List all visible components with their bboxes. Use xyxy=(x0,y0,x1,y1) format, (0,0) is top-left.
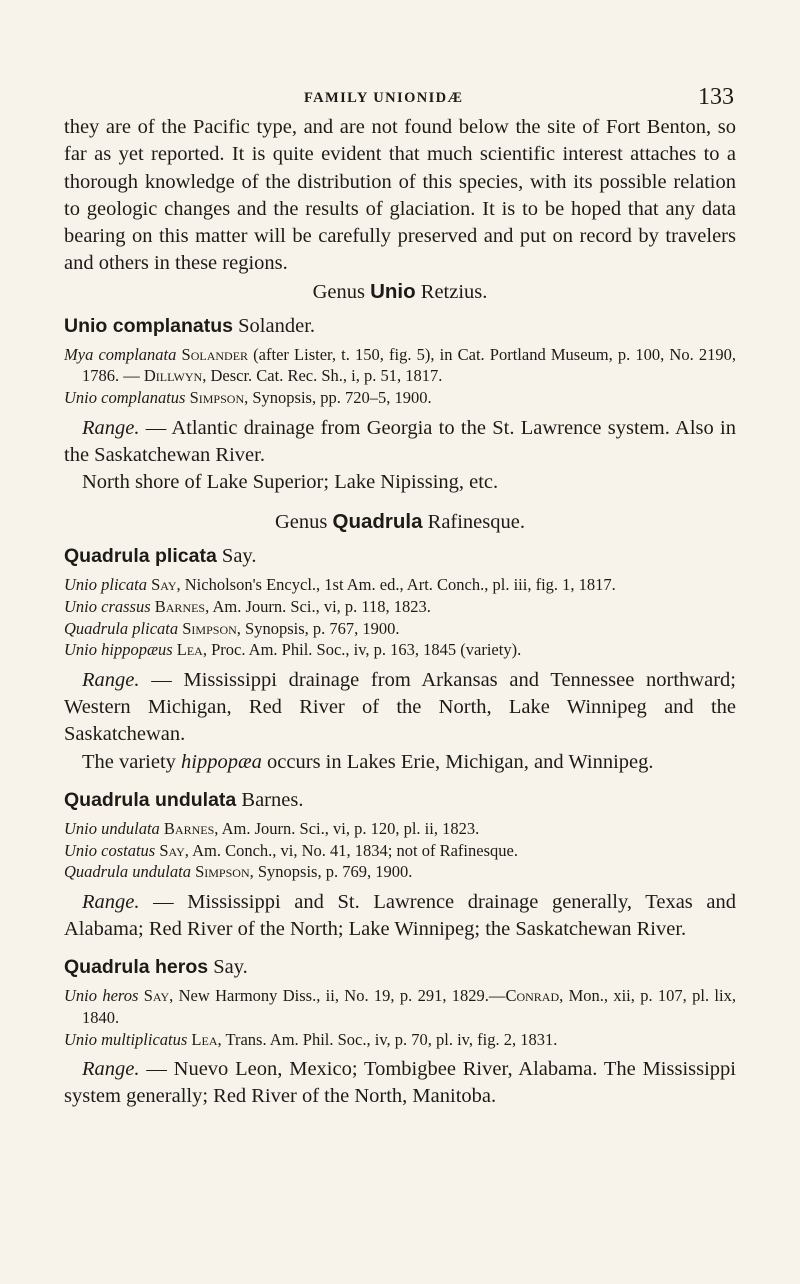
synonymy-entry: Unio costatus Say, Am. Conch., vi, No. 41, 1834; not of Rafinesque. xyxy=(64,840,518,860)
synonymy-entry: Quadrula undulata Simpson, Synopsis, p. 769, 1900. xyxy=(64,862,413,882)
range-paragraph: Range. — Mississippi drainage from Arkansas and Tennessee northward; Western Michigan, Red River of the North, Lake Winnipeg and the Saskatchewan. xyxy=(64,668,736,746)
species-heading-quadrula-heros: Quadrula heros Say. xyxy=(64,956,248,979)
genus-heading-unio: Genus Unio Retzius. xyxy=(312,279,488,303)
range-paragraph: Range. — Mississippi and St. Lawrence drainage generally, Texas and Alabama; Red River of the North; Lake Winnipeg; the Saskatchewan River. xyxy=(64,890,736,941)
species-heading-quadrula-undulata: Quadrula undulata Barnes. xyxy=(64,789,304,812)
range-paragraph: Range. — Atlantic drainage from Georgia to the St. Lawrence system. Also in the Saskatchewan River. xyxy=(64,416,736,466)
page-header xyxy=(64,84,736,114)
synonymy-entry: Unio undulata Barnes, Am. Journ. Sci., vi, p. 120, pl. ii, 1823. xyxy=(64,819,480,839)
book-page xyxy=(64,84,736,1111)
synonymy-entry: Unio hippopæus Lea, Proc. Am. Phil. Soc., iv, p. 163, 1845 (variety). xyxy=(64,640,522,660)
synonymy-entry: Mya complanata Solander (after Lister, t. 150, fig. 5), in Cat. Portland Museum, p. 100, No. 2190, 1786. — Dillwyn, Descr. Cat. Rec. Sh., i, p. 51, 1817. xyxy=(64,344,736,386)
synonymy-entry: Unio crassus Barnes, Am. Journ. Sci., vi, p. 118, 1823. xyxy=(64,597,431,617)
synonymy-entry: Unio complanatus Simpson, Synopsis, pp. 720–5, 1900. xyxy=(64,387,432,407)
species-heading-quadrula-plicata: Quadrula plicata Say. xyxy=(64,545,257,568)
synonymy-entry: Unio multiplicatus Lea, Trans. Am. Phil. Soc., iv, p. 70, pl. iv, fig. 2, 1831. xyxy=(64,1029,558,1049)
running-title: FAMILY UNIONIDÆ xyxy=(304,90,464,106)
synonymy-entry: Quadrula plicata Simpson, Synopsis, p. 767, 1900. xyxy=(64,618,400,638)
synonymy-entry: Unio plicata Say, Nicholson's Encycl., 1st Am. ed., Art. Conch., pl. iii, fig. 1, 1817. xyxy=(64,575,616,595)
synonymy-entry: Unio heros Say, New Harmony Diss., ii, No. 19, p. 291, 1829.—Conrad, Mon., xii, p. 107, pl. lix, 1840. xyxy=(64,986,736,1027)
range-paragraph: Range. — Nuevo Leon, Mexico; Tombigbee River, Alabama. The Mississippi system generally; Red River of the North, Manitoba. xyxy=(64,1058,736,1108)
page-number: 133 xyxy=(698,84,734,110)
range-paragraph-continued: North shore of Lake Superior; Lake Nipissing, etc. xyxy=(82,471,499,494)
species-heading-unio-complanatus: Unio complanatus Solander. xyxy=(64,314,316,337)
genus-heading-quadrula: Genus Quadrula Rafinesque. xyxy=(275,510,525,534)
intro-paragraph: they are of the Pacific type, and are not found below the site of Fort Benton, so far as yet reported. It is quite evident that much scientific interest attaches to a thorough knowledge of the distribution of this species, with its possible relation to geologic changes and the results of glaciation. It is to be hoped that any data bearing on this matter will be carefully preserved and put on record by travelers and others in these regions. xyxy=(64,116,736,275)
variety-paragraph: The variety hippopæa occurs in Lakes Erie, Michigan, and Winnipeg. xyxy=(82,750,654,773)
